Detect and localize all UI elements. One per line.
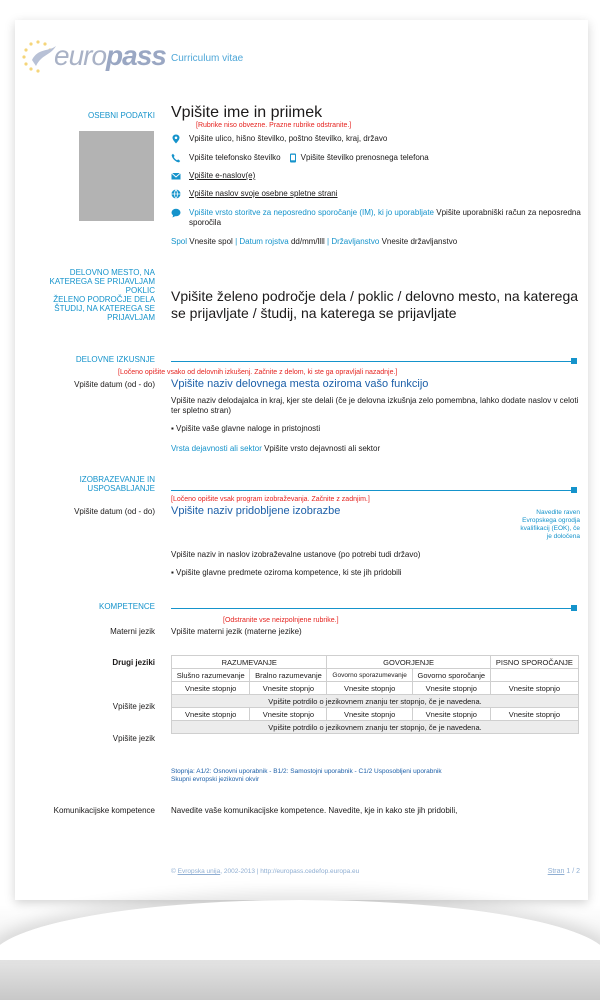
email-row [171,171,255,181]
subheader-writing [490,669,578,682]
subheader-production: Govorno sporočanje [412,669,490,682]
location-pin-icon [171,134,181,144]
europass-stars-icon [18,38,58,74]
institution: Vpišite naziv in naslov izobraževalne ustanove (po potrebi tudi državo) [171,550,421,559]
eqf-note-line: Evropskega ogrodja [522,517,580,524]
header-writing: PISNO SPOROČANJE [490,656,578,669]
position-label-line: POKLIC [125,286,155,295]
dob-label: Datum rojstva [239,237,289,246]
page-label: Stran [547,868,565,875]
position-section-label [49,268,155,322]
communication-label: Komunikacijske kompetence [53,806,155,815]
personal-note: [Rubrike niso obvezne. Prazne rubrike odstranite.] [196,122,352,129]
section-marker [571,358,577,364]
eqf-note-line: Navedite raven [536,509,580,516]
communication-value: Navedite vaše komunikacijske kompetence. Navedite, kje in kako ste jih pridobili, [171,806,458,815]
section-divider [171,608,573,609]
page-number: 1 / 2 [566,868,580,875]
envelope-icon [171,171,181,181]
globe-icon [171,189,181,199]
education-section-label [80,475,155,493]
main-tasks: ▪ Vpišite vaše glavne naloge in pristojnosti [171,424,321,433]
certificate-cell: Vpišite potrdilo o jezikovnem znanju ter stopnjo, če je navedena. [172,721,579,734]
subjects: ▪ Vpišite glavne predmete oziroma kompetence, ki ste jih pridobili [171,568,402,577]
website-row [171,189,338,199]
section-divider [171,490,573,491]
skills-section-label: KOMPETENCE [98,602,155,611]
address-row [171,134,387,144]
language-name: Vpišite jezik [112,734,155,743]
scale-note-line: Skupni evropski jezikovni okvir [171,776,260,783]
experience-section-label: DELOVNE IZKUSNJE [75,355,155,364]
education-label-line: IZOBRAZEVANJE IN [79,475,155,484]
position-label-line: ŽELENO PODROČJE DELA [53,295,155,304]
level-cell: Vnesite stopnjo [490,708,578,721]
nationality-label: Državljanstvo [331,237,380,246]
sector-value: Vpišite vrsto dejavnosti ali sektor [264,444,381,453]
photo-placeholder [79,131,154,221]
address-value: Vpišite ulico, hišno številko, poštno številko, kraj, državo [189,134,388,143]
education-label-line: USPOSABLJANJE [87,484,155,493]
level-cell: Vnesite stopnjo [490,682,578,695]
section-divider [171,361,573,362]
position-label-line: ŠTUDIJ, NA KATEREGA SE [54,304,155,313]
mother-tongue-label: Materni jezik [110,627,155,636]
nationality-value: Vnesite državljanstvo [381,237,458,246]
mother-tongue-value: Vpišite materni jezik (materne jezike) [171,627,302,636]
copyright-symbol: © [171,868,176,875]
experience-note: [Ločeno opišite vsako od delovnih izkušenj. Začnite z delom, ki ste ga opravljali nazadnje.] [118,369,398,376]
language-name: Vpišite jezik [112,702,155,711]
header-understanding: RAZUMEVANJE [172,656,327,669]
skills-note: [Odstranite vse neizpolnjene rubrike.] [223,617,339,624]
experience-date: Vpišite datum (od - do) [74,380,155,389]
full-name: Vpišite ime in priimek [171,104,323,121]
phone-row [171,153,429,163]
mobile-phone-icon [289,153,297,163]
level-cell: Vnesite stopnjo [250,682,327,695]
position-label-line: DELOVNO MESTO, NA [69,268,155,277]
scale-note-line: Stopnja: A1/2: Osnovni uporabnik - B1/2: Samostojni uporabnik - C1/2 Usposobljeni uporabnik [171,768,442,775]
footer-copyright [171,868,359,875]
language-table [171,655,579,734]
eqf-note-line: kvalifikacij (EOK), če [520,525,580,532]
sex-label: Spol [171,237,188,246]
page-curl-shadow [0,900,600,960]
sector-row [171,444,380,454]
europass-logo [18,38,166,74]
level-cell: Vnesite stopnjo [412,682,490,695]
im-row [171,208,581,228]
language-row [172,708,579,721]
position-label-line: PRIJAVLJAM [107,313,155,322]
chat-bubble-icon [171,208,181,218]
job-title: Vpišite naziv delovnega mesta oziroma vašo funkcijo [171,378,429,390]
level-cell: Vnesite stopnjo [412,708,490,721]
subheader-listening: Slušno razumevanje [172,669,250,682]
header-speaking: GOVORJENJE [327,656,490,669]
personal-section-label: OSEBNI PODATKI [88,111,155,120]
employer: Vpišite naziv delodajalca in kraj, kjer ste delali (če je delovna izkušnja zelo pomembna, lahko dodate naslov v celoti ter spletno stran) [171,396,579,415]
certificate-row [172,721,579,734]
level-cell: Vnesite stopnjo [327,708,412,721]
language-scale-note [171,768,442,784]
position-label-line: KATEREGA SE PRIJAVLJAM [49,277,155,286]
qualification: Vpišite naziv pridobljene izobrazbe [171,505,341,517]
subheader-interaction: Govorno sporazumevanje [327,669,412,682]
level-cell: Vnesite stopnjo [172,708,250,721]
level-cell: Vnesite stopnjo [327,682,412,695]
sex-value: Vnesite spol [189,237,233,246]
section-marker [571,487,577,493]
level-cell: Vnesite stopnjo [250,708,327,721]
eqf-note-line: je določena [546,533,580,540]
website-link[interactable]: Vpišite naslov svoje osebne spletne strani [189,189,338,198]
personal-details-row [171,237,457,247]
language-row [172,682,579,695]
education-date: Vpišite datum (od - do) [74,507,155,516]
separator: | [327,237,330,246]
phone-icon [171,153,181,163]
other-languages-label: Drugi jeziki [112,658,155,667]
im-label: Vpišite vrsto storitve za neposredno sporočanje (IM), ki jo uporabljate [189,208,435,217]
separator: | [235,237,238,246]
europass-wordmark: europass [54,40,166,71]
document-title: Curriculum vitae [171,53,244,64]
mobile-value: Vpišite številko prenosnega telefona [300,153,429,162]
subheader-reading: Bralno razumevanje [250,669,327,682]
section-marker [571,605,577,611]
dob-value: dd/mm/llll [290,237,325,246]
phone-value: Vpišite telefonsko številko [189,153,281,162]
im-value: Vpišite uporabniški račun za neposredna sporočila [189,208,581,227]
eqf-note [520,509,580,541]
level-cell: Vnesite stopnjo [172,682,250,695]
email-link[interactable]: Vpišite e-naslov(e) [189,171,256,180]
certificate-row [172,695,579,708]
sector-label: Vrsta dejavnosti ali sektor [171,444,262,453]
page-indicator [548,868,580,875]
copyright-text: , 2002-2013 | http://europass.cedefop.europa.eu [220,868,360,875]
education-note: [Ločeno opišite vsak program izobraževanja. Začnite z zadnjim.] [171,496,370,503]
certificate-cell: Vpišite potrdilo o jezikovnem znanju ter stopnjo, če je navedena. [172,695,579,708]
position-value: Vpišite želeno področje dela / poklic / delovno mesto, na katerega se prijavljate / študij, na katerega se prijavljate [171,288,579,321]
eu-link[interactable]: Evropska unija [177,868,221,875]
